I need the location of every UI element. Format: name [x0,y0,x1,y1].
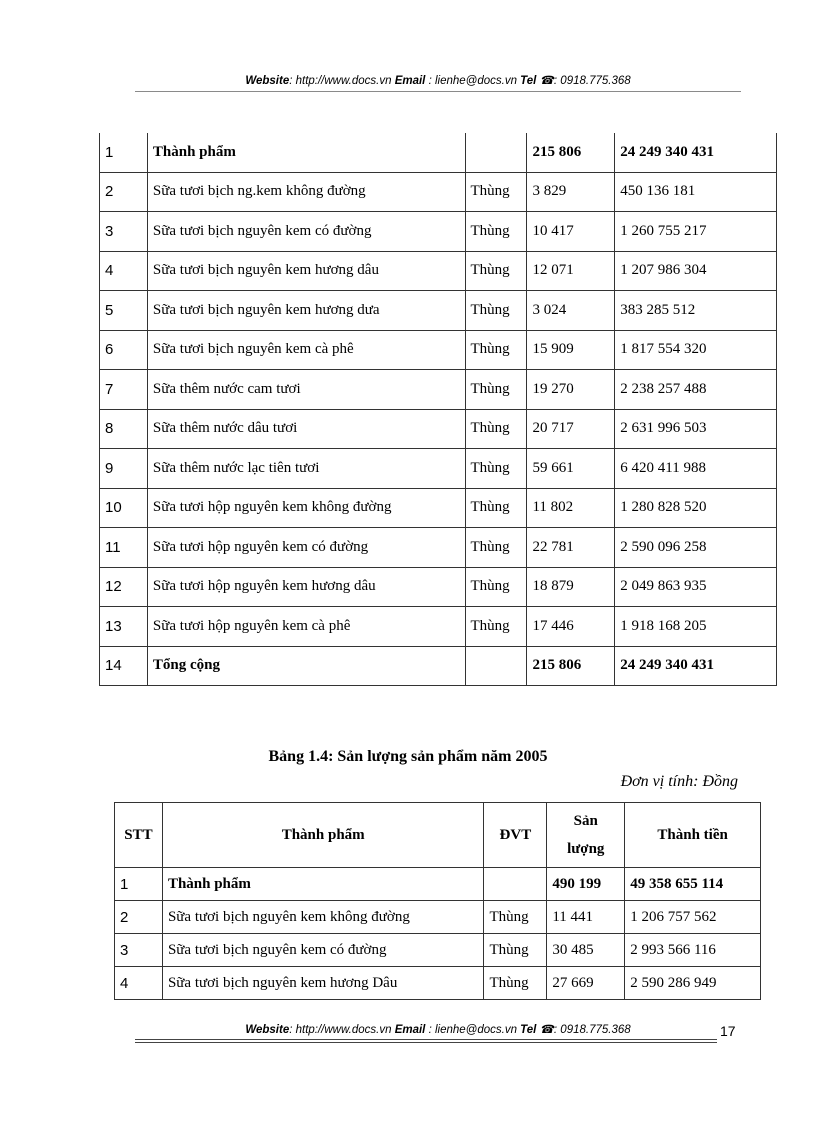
table-row [100,567,777,607]
cell-name: Thành phẩm [162,868,484,901]
cell-qty: 3 024 [527,291,615,331]
table-row [115,901,761,934]
table-row [115,868,761,901]
cell-stt: 1 [100,133,148,172]
cell-stt: 7 [100,370,148,410]
cell-qty: 10 417 [527,212,615,252]
cell-name: Sữa tươi hộp nguyên kem không đường [147,488,465,528]
email-label: Email [394,75,426,87]
cell-name: Sữa tươi bịch nguyên kem hương dưa [147,291,465,331]
cell-value: 1 206 757 562 [625,901,761,934]
cell-unit: Thùng [484,934,547,967]
phone-icon: ☎ [539,75,554,87]
table-row [100,133,777,172]
page-footer [135,1022,741,1036]
cell-name: Sữa thêm nước cam tươi [147,370,465,410]
cell-qty: 30 485 [547,934,625,967]
cell-name: Sữa tươi hộp nguyên kem cà phê [147,607,465,647]
footer-website-label: Website [245,1024,290,1036]
cell-unit: Thùng [465,567,527,607]
cell-stt: 12 [100,567,148,607]
cell-qty: 12 071 [527,251,615,291]
header-value: Thành tiền [625,803,761,868]
website-label: Website [245,75,290,87]
cell-stt: 5 [100,291,148,331]
cell-qty: 3 829 [527,172,615,212]
cell-stt: 3 [100,212,148,252]
table-row [100,212,777,252]
cell-unit [465,646,527,686]
cell-unit: Thùng [465,449,527,489]
product-table-continued [99,133,777,686]
cell-value: 2 993 566 116 [625,934,761,967]
footer-tel-value: : 0918.775.368 [553,1024,631,1036]
table-row [100,172,777,212]
cell-name: Sữa tươi hộp nguyên kem có đường [147,528,465,568]
table-row [100,291,777,331]
cell-value: 24 249 340 431 [615,133,777,172]
cell-name: Sữa tươi bịch nguyên kem có đường [147,212,465,252]
cell-value: 2 590 096 258 [615,528,777,568]
page-number: 17 [720,1023,736,1039]
table-row [100,251,777,291]
cell-value: 1 207 986 304 [615,251,777,291]
table-row [100,370,777,410]
cell-stt: 2 [100,172,148,212]
table-caption: Bảng 1.4: Sản lượng sản phẩm năm 2005 [268,748,548,765]
table-row [100,409,777,449]
cell-qty: 18 879 [527,567,615,607]
cell-unit: Thùng [465,607,527,647]
cell-stt: 9 [100,449,148,489]
cell-value: 2 049 863 935 [615,567,777,607]
cell-value: 383 285 512 [615,291,777,331]
cell-value: 1 260 755 217 [615,212,777,252]
cell-unit [484,868,547,901]
cell-unit: Thùng [465,528,527,568]
header-qty-line2: lượng [567,841,605,857]
table-row [100,607,777,647]
cell-value: 49 358 655 114 [625,868,761,901]
table-header-row [115,803,761,868]
header-stt: STT [115,803,163,868]
cell-qty: 27 669 [547,967,625,1000]
cell-value: 1 817 554 320 [615,330,777,370]
cell-qty: 215 806 [527,133,615,172]
table-row [115,967,761,1000]
cell-stt: 13 [100,607,148,647]
cell-unit: Thùng [465,212,527,252]
cell-qty: 490 199 [547,868,625,901]
cell-name: Sữa tươi bịch nguyên kem có đường [162,934,484,967]
cell-qty: 19 270 [527,370,615,410]
cell-value: 1 918 168 205 [615,607,777,647]
cell-qty: 215 806 [527,646,615,686]
table-row [100,488,777,528]
footer-rule-1 [135,1039,717,1040]
cell-stt: 10 [100,488,148,528]
footer-email-value: : lienhe@docs.vn [428,1024,517,1036]
cell-stt: 6 [100,330,148,370]
cell-value: 1 280 828 520 [615,488,777,528]
email-value: : lienhe@docs.vn [428,75,517,87]
cell-name: Sữa tươi hộp nguyên kem hương dâu [147,567,465,607]
cell-name: Sữa tươi bịch nguyên kem hương Dâu [162,967,484,1000]
table-row [100,449,777,489]
cell-stt: 3 [115,934,163,967]
cell-unit: Thùng [484,967,547,1000]
cell-stt: 8 [100,409,148,449]
cell-unit [465,133,527,172]
header-name: Thành phẩm [162,803,484,868]
cell-qty: 15 909 [527,330,615,370]
cell-stt: 4 [100,251,148,291]
cell-value: 2 631 996 503 [615,409,777,449]
table-row [100,528,777,568]
cell-name: Sữa tươi bịch ng.kem không đường [147,172,465,212]
footer-tel-label: Tel [520,1024,537,1036]
cell-value: 2 590 286 949 [625,967,761,1000]
cell-qty: 11 802 [527,488,615,528]
cell-qty: 11 441 [547,901,625,934]
cell-value: 24 249 340 431 [615,646,777,686]
cell-unit: Thùng [465,488,527,528]
footer-phone-icon: ☎ [539,1024,554,1036]
footer-rule-2 [135,1042,717,1043]
table-row [115,934,761,967]
tel-value: : 0918.775.368 [553,75,631,87]
cell-unit: Thùng [465,251,527,291]
cell-unit: Thùng [465,370,527,410]
cell-unit: Thùng [465,172,527,212]
footer-website-value: : http://www.docs.vn [289,1024,392,1036]
cell-stt: 11 [100,528,148,568]
cell-stt: 1 [115,868,163,901]
cell-unit: Thùng [484,901,547,934]
footer-email-label: Email [394,1024,426,1036]
header-qty [547,803,625,868]
cell-qty: 20 717 [527,409,615,449]
header-rule [135,91,741,92]
cell-stt: 14 [100,646,148,686]
tel-label: Tel [520,75,537,87]
cell-stt: 2 [115,901,163,934]
cell-unit: Thùng [465,330,527,370]
unit-note: Đơn vị tính: Đồng [620,773,738,790]
cell-unit: Thùng [465,409,527,449]
cell-qty: 22 781 [527,528,615,568]
cell-stt: 4 [115,967,163,1000]
header-unit: ĐVT [484,803,547,868]
cell-name: Sữa tươi bịch nguyên kem không đường [162,901,484,934]
cell-name: Sữa tươi bịch nguyên kem hương dâu [147,251,465,291]
cell-value: 2 238 257 488 [615,370,777,410]
cell-name: Tổng cộng [147,646,465,686]
page-header [135,73,741,87]
cell-name: Sữa thêm nước lạc tiên tươi [147,449,465,489]
cell-name: Sữa thêm nước dâu tươi [147,409,465,449]
cell-value: 450 136 181 [615,172,777,212]
website-value: : http://www.docs.vn [289,75,392,87]
cell-qty: 59 661 [527,449,615,489]
table-row [100,646,777,686]
header-qty-line1: Sản [573,813,598,829]
table-row [100,330,777,370]
cell-unit: Thùng [465,291,527,331]
cell-name: Sữa tươi bịch nguyên kem cà phê [147,330,465,370]
product-table-2005 [114,802,761,1000]
cell-value: 6 420 411 988 [615,449,777,489]
cell-name: Thành phẩm [147,133,465,172]
cell-qty: 17 446 [527,607,615,647]
